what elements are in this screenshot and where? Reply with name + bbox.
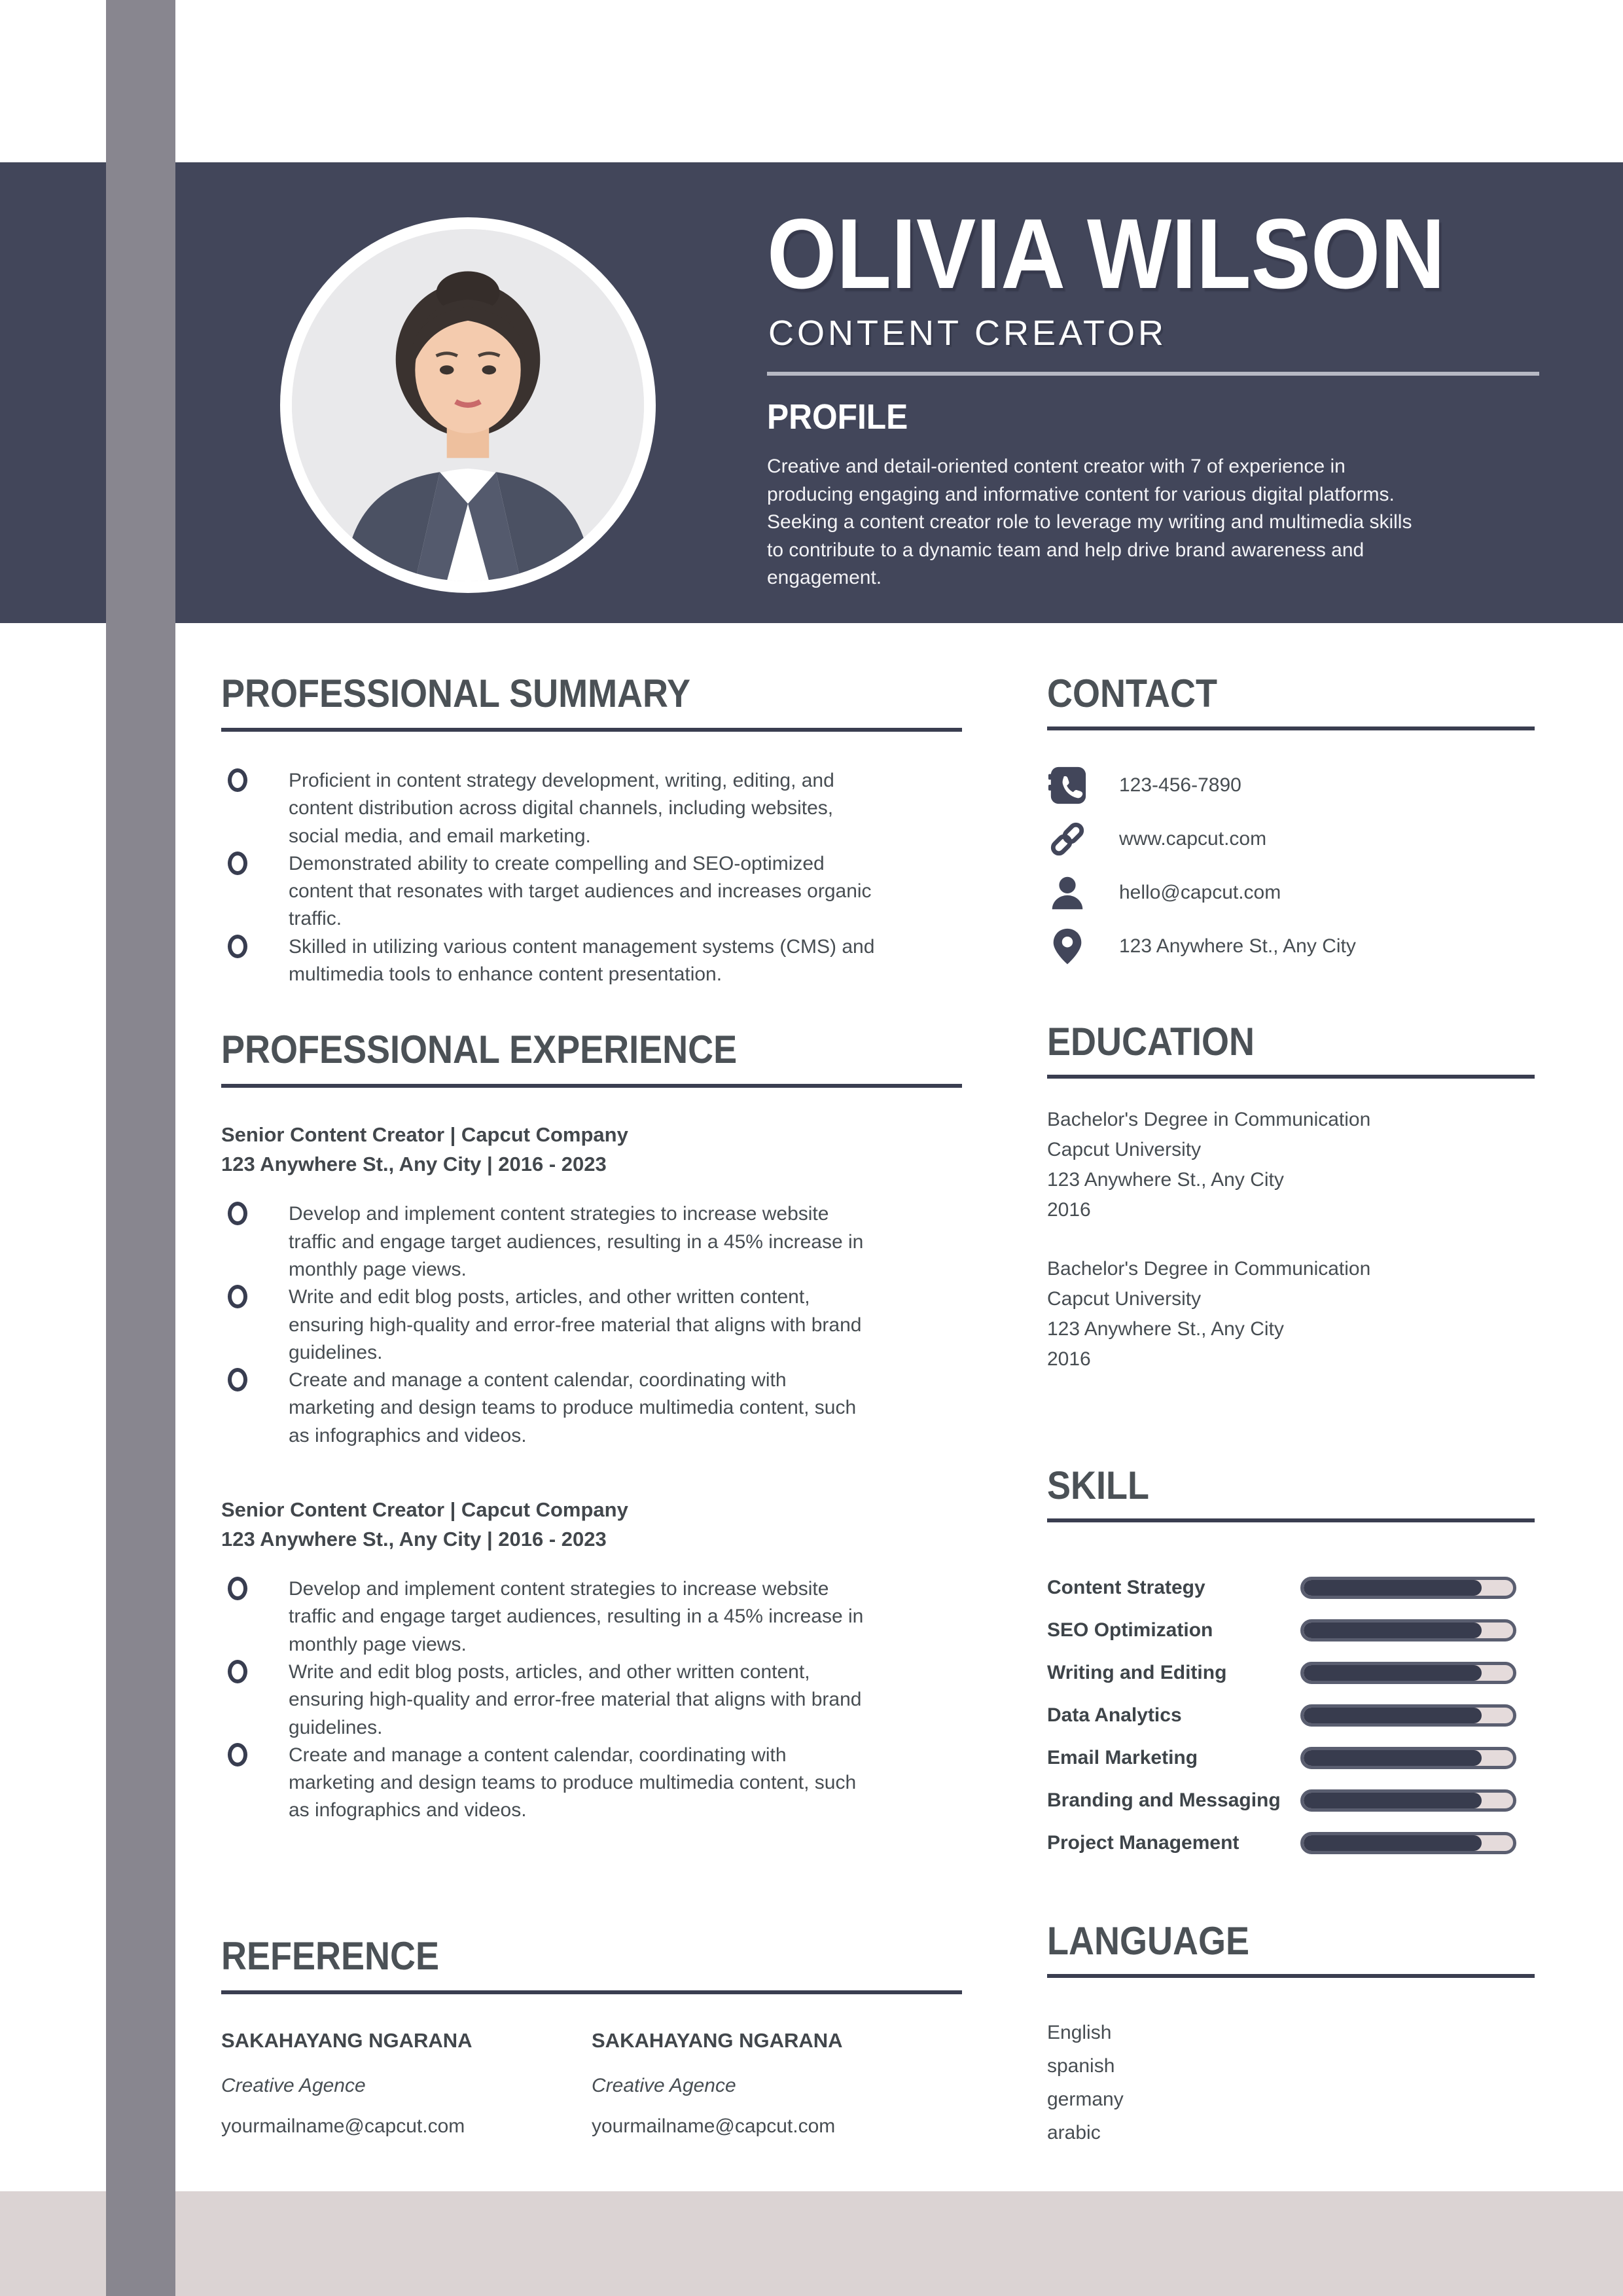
profile-photo [280,217,656,593]
skill-label: SEO Optimization [1047,1619,1213,1641]
reference-entry [592,2029,962,2138]
job-bullet-line: traffic and engage target audiences, resulting in a 45% increase in [289,1230,864,1253]
job-title [221,1495,962,1554]
language-item: English [1047,2022,1112,2043]
job-bullet-line: ensuring high-quality and error-free material that aligns with brand [289,1689,862,1711]
contact-heading: CONTACT [1047,672,1217,715]
summary-line: Skilled in utilizing various content management systems (CMS) and [289,935,875,958]
profile-line: engagement. [767,567,882,588]
profile-line: producing engaging and informative content for various digital platforms. [767,483,1395,505]
job-bullet-line: guidelines. [289,1341,383,1363]
skill-row [1047,1660,1535,1686]
profile-summary-text [767,453,1552,592]
list-item [221,933,962,989]
education-degree: Bachelor's Degree in Communication [1047,1258,1371,1280]
skill-label: Writing and Editing [1047,1662,1227,1683]
list-item [221,850,962,933]
job-bullet-list [221,1200,962,1450]
link-icon [1047,819,1088,859]
job-bullet-line: monthly page views. [289,1258,467,1280]
bullet-circle-icon [228,1368,247,1391]
skill-row [1047,1830,1535,1856]
bullet-circle-icon [228,1660,247,1683]
summary-line: multimedia tools to enhance content presentation. [289,963,722,986]
profile-photo-image [292,229,644,581]
education-entry [1047,1254,1535,1374]
website-url: www.capcut.com [1119,828,1267,850]
list-item [221,767,962,850]
left-column [221,674,962,2138]
skill-label: Content Strategy [1047,1577,1205,1598]
profile-heading: PROFILE [767,397,908,437]
location-icon [1047,926,1088,967]
job-bullet-line: as infographics and videos. [289,1799,527,1821]
bullet-circle-icon [228,1577,247,1600]
language-list [1047,2016,1535,2149]
summary-line: social media, and email marketing. [289,825,591,847]
education-year: 2016 [1047,1348,1091,1370]
vertical-accent-bar [106,0,175,2296]
person-job-title: CONTENT CREATOR [768,314,1168,353]
skill-heading: SKILL [1047,1463,1149,1507]
list-item [221,1367,962,1450]
skill-meter-fill [1304,1835,1482,1851]
bullet-circle-icon [228,1743,247,1767]
list-item [221,1283,962,1367]
skill-meter [1300,1619,1516,1641]
job-bullet-line: Write and edit blog posts, articles, and other written content, [289,1660,810,1683]
reference-entries [221,2029,962,2138]
skill-label: Data Analytics [1047,1704,1182,1726]
skill-meter-fill [1304,1793,1482,1808]
skill-meter [1300,1789,1516,1812]
job-bullet-list [221,1575,962,1825]
skill-rule [1047,1518,1535,1522]
education-school: Capcut University [1047,1288,1202,1310]
skill-row [1047,1787,1535,1814]
experience-heading: PROFESSIONAL EXPERIENCE [221,1028,738,1072]
contact-row-email [1047,872,1535,914]
summary-line: Demonstrated ability to create compelling and SEO-optimized [289,852,825,874]
education-address: 123 Anywhere St., Any City [1047,1318,1284,1340]
job-title [221,1120,962,1179]
person-name: OLIVIA WILSON [767,198,1446,310]
language-item: spanish [1047,2055,1115,2077]
job-location-dates: 123 Anywhere St., Any City | 2016 - 2023 [221,1153,607,1176]
education-school: Capcut University [1047,1139,1202,1160]
phone-icon [1047,765,1088,806]
job-bullet-line: Develop and implement content strategies to increase website [289,1203,829,1225]
education-address: 123 Anywhere St., Any City [1047,1169,1284,1191]
skill-row [1047,1617,1535,1643]
profile-line: Seeking a content creator role to leverage my writing and multimedia skills [767,511,1412,533]
language-item: germany [1047,2089,1124,2110]
summary-rule [221,728,962,732]
experience-rule [221,1084,962,1088]
header-divider [767,372,1539,376]
reference-heading: REFERENCE [221,1933,440,1978]
avatar-illustration [292,229,644,581]
job-bullet-line: as infographics and videos. [289,1424,527,1446]
contact-rule [1047,726,1535,730]
skill-row [1047,1575,1535,1601]
summary-list [221,767,962,988]
profile-line: to contribute to a dynamic team and help drive brand awareness and [767,539,1364,561]
job-bullet-line: Develop and implement content strategies to increase website [289,1578,829,1600]
skill-meter [1300,1747,1516,1769]
bullet-circle-icon [228,852,247,875]
language-rule [1047,1974,1535,1978]
job-bullet-line: monthly page views. [289,1633,467,1655]
education-year: 2016 [1047,1199,1091,1221]
skill-label: Project Management [1047,1832,1240,1854]
skill-row [1047,1745,1535,1771]
list-item [221,1742,962,1825]
education-rule [1047,1075,1535,1079]
education-heading: EDUCATION [1047,1020,1255,1064]
skill-meter [1300,1662,1516,1684]
job-bullet-line: marketing and design teams to produce multimedia content, such [289,1772,857,1794]
profile-line: Creative and detail-oriented content creator with 7 of experience in [767,456,1346,477]
contact-row-address [1047,925,1535,967]
summary-line: content that resonates with target audiences and increases organic [289,880,872,903]
bullet-circle-icon [228,768,247,792]
bullet-circle-icon [228,935,247,958]
email-address: hello@capcut.com [1119,882,1281,903]
skill-label: Email Marketing [1047,1747,1198,1768]
skill-meter-fill [1304,1580,1482,1596]
summary-line: traffic. [289,908,342,930]
job-title-line: Senior Content Creator | Capcut Company [221,1123,628,1147]
skill-meter [1300,1577,1516,1599]
job-bullet-line: Create and manage a content calendar, coordinating with [289,1744,787,1766]
skill-meter-fill [1304,1750,1482,1766]
summary-line: content distribution across digital channels, including websites, [289,797,834,819]
reference-email: yourmailname@capcut.com [221,2115,465,2137]
language-heading: LANGUAGE [1047,1919,1250,1963]
job-title-line: Senior Content Creator | Capcut Company [221,1498,628,1522]
contact-row-website [1047,818,1535,860]
reference-rule [221,1990,962,1994]
list-item [221,1659,962,1742]
skill-meter-fill [1304,1623,1482,1638]
job-bullet-line: ensuring high-quality and error-free material that aligns with brand [289,1314,862,1336]
contact-list [1047,764,1535,967]
bullet-circle-icon [228,1285,247,1308]
job-bullet-line: Write and edit blog posts, articles, and other written content, [289,1286,810,1308]
reference-name: SAKAHAYANG NGARANA [221,2028,473,2052]
language-item: arabic [1047,2122,1101,2144]
job-location-dates: 123 Anywhere St., Any City | 2016 - 2023 [221,1528,607,1551]
phone-number: 123-456-7890 [1119,774,1241,796]
contact-row-phone [1047,764,1535,806]
list-item [221,1575,962,1659]
footer-band [0,2191,1623,2296]
job-bullet-line: traffic and engage target audiences, resulting in a 45% increase in [289,1605,864,1628]
reference-email: yourmailname@capcut.com [592,2115,836,2137]
right-column [1047,674,1535,2149]
skill-list [1047,1575,1535,1856]
bullet-circle-icon [228,1202,247,1225]
reference-entry [221,2029,592,2138]
skill-meter-fill [1304,1665,1482,1681]
street-address: 123 Anywhere St., Any City [1119,935,1356,957]
list-item [221,1200,962,1283]
skill-meter-fill [1304,1708,1482,1723]
skill-meter [1300,1704,1516,1727]
job-bullet-line: marketing and design teams to produce multimedia content, such [289,1397,857,1419]
skill-meter [1300,1832,1516,1854]
reference-name: SAKAHAYANG NGARANA [592,2028,843,2052]
reference-role: Creative Agence [221,2074,366,2096]
person-icon [1047,872,1088,913]
job-bullet-line: guidelines. [289,1716,383,1738]
reference-role: Creative Agence [592,2074,736,2096]
skill-label: Branding and Messaging [1047,1789,1281,1811]
job-bullet-line: Create and manage a content calendar, coordinating with [289,1369,787,1391]
education-entry [1047,1105,1535,1225]
summary-heading: PROFESSIONAL SUMMARY [221,672,691,715]
summary-line: Proficient in content strategy development, writing, editing, and [289,770,834,791]
education-degree: Bachelor's Degree in Communication [1047,1109,1371,1130]
skill-row [1047,1702,1535,1729]
